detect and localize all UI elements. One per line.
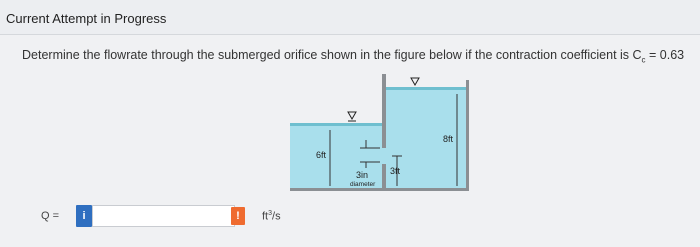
right-tank-wall	[466, 80, 469, 190]
answer-unit	[262, 210, 281, 223]
right-surface	[384, 87, 468, 90]
header-bar	[0, 0, 700, 34]
attempt-status-title: Current Attempt in Progress	[6, 11, 167, 26]
left-depth-label: 6ft	[316, 150, 327, 160]
question-body: Determine the flowrate through the submerged orifice shown in the figure below if the contraction coefficient is C	[22, 48, 642, 62]
bottom-wall	[290, 188, 469, 191]
header-divider	[0, 34, 700, 35]
question-coefficient: = 0.63	[645, 48, 685, 62]
orifice-size-label: 3in	[356, 170, 369, 180]
answer-input[interactable]	[92, 205, 235, 227]
warning-icon[interactable]: !	[231, 207, 245, 225]
answer-label: Q =	[41, 210, 60, 222]
question-subscript: c	[641, 55, 646, 65]
dividing-wall-upper	[382, 74, 386, 148]
orifice-caption: diameter	[350, 181, 376, 188]
unit-base: ft	[262, 210, 269, 223]
right-depth-label: 8ft	[443, 134, 454, 144]
orifice-figure	[290, 74, 480, 194]
unit-tail: /s	[272, 210, 281, 223]
info-icon[interactable]: i	[76, 205, 92, 227]
left-surface-triangle-icon	[348, 112, 356, 119]
question-text	[22, 48, 684, 65]
unit-exponent: 3	[268, 210, 273, 217]
dividing-wall-lower	[382, 164, 386, 190]
orifice-height-label: 3ft	[390, 166, 401, 176]
answer-row	[0, 200, 700, 234]
right-surface-triangle-icon	[411, 78, 419, 85]
left-surface	[290, 123, 384, 126]
